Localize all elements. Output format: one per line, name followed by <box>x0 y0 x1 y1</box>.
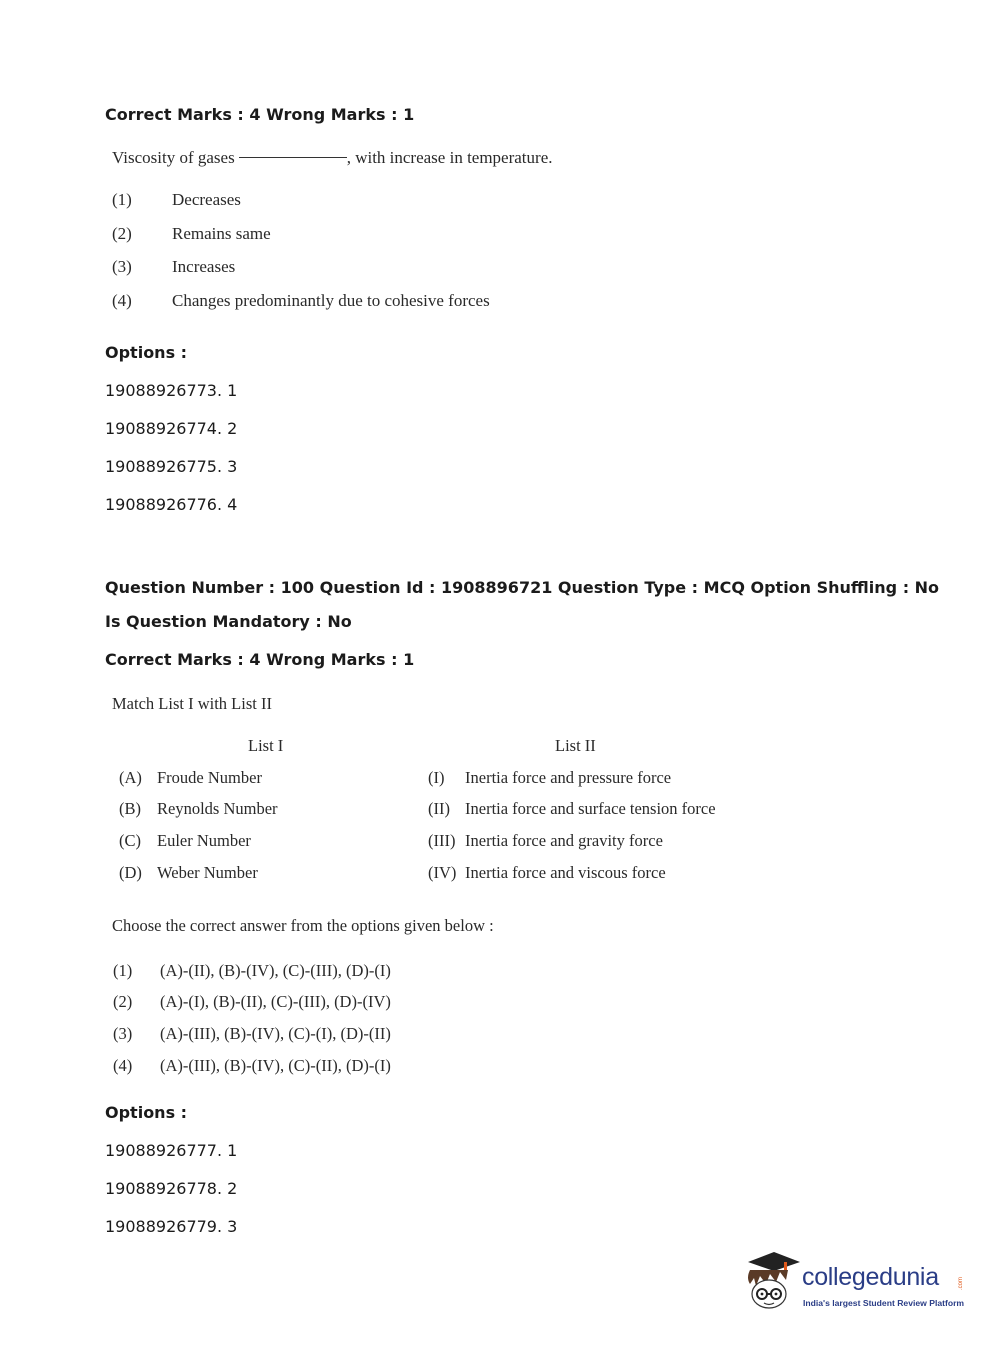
option-id: 19088926776. 4 <box>105 495 238 514</box>
choice-num: (4) <box>112 291 132 310</box>
logo-domain: .com <box>958 1276 964 1290</box>
q99-stem-start: Viscosity of gases <box>112 148 235 167</box>
q99-options-label: Options : <box>105 343 188 362</box>
choice-text: Changes predominantly due to cohesive forces <box>172 291 490 310</box>
choice-text: Decreases <box>172 190 241 209</box>
list1-text: Euler Number <box>157 831 251 850</box>
q100-options-label: Options : <box>105 1103 188 1122</box>
q99-choice <box>112 190 241 210</box>
q99-choice <box>112 291 490 311</box>
list1-key: (A) <box>119 768 142 787</box>
q100-header: Question Number : 100 Question Id : 1908896721 Question Type : MCQ Option Shuffling : No <box>105 578 940 597</box>
choose-instruction: Choose the correct answer from the options given below : <box>112 916 494 935</box>
list2-text: Inertia force and viscous force <box>465 863 666 882</box>
choice-num: (1) <box>112 190 132 209</box>
q100-stem: Match List I with List II <box>112 694 272 713</box>
option-id: 19088926778. 2 <box>105 1179 238 1198</box>
logo-wordmark: collegedunia <box>802 1263 939 1291</box>
list2-text: Inertia force and surface tension force <box>465 799 716 818</box>
list1-key: (B) <box>119 799 141 818</box>
list1-key: (C) <box>119 831 141 850</box>
choice-num: (4) <box>113 1056 133 1075</box>
logo-tagline: India's largest Student Review Platform <box>803 1298 965 1308</box>
q99-stem-end: , with increase in temperature. <box>346 148 553 167</box>
list1-text: Weber Number <box>157 863 258 882</box>
list1-text: Reynolds Number <box>157 799 278 818</box>
q99-stem <box>112 148 553 168</box>
choice-text: (A)-(II), (B)-(IV), (C)-(III), (D)-(I) <box>160 961 391 980</box>
option-id: 19088926775. 3 <box>105 457 238 476</box>
choice-text: Increases <box>172 257 236 276</box>
choice-num: (2) <box>113 992 133 1011</box>
list2-key: (II) <box>428 799 450 818</box>
q99-choice <box>112 224 271 244</box>
list2-text: Inertia force and pressure force <box>465 768 672 787</box>
choice-num: (3) <box>112 257 132 276</box>
list2-key: (I) <box>428 768 445 787</box>
option-id: 19088926779. 3 <box>105 1217 238 1236</box>
list2-key: (IV) <box>428 863 457 882</box>
option-id: 19088926773. 1 <box>105 381 238 400</box>
list1-text: Froude Number <box>157 768 262 787</box>
list2-title: List II <box>555 736 596 755</box>
option-id: 19088926774. 2 <box>105 419 238 438</box>
choice-text: (A)-(III), (B)-(IV), (C)-(I), (D)-(II) <box>160 1024 391 1043</box>
collegedunia-logo[interactable] <box>740 1248 970 1318</box>
mascot-icon <box>740 1248 802 1316</box>
q99-choice <box>112 257 236 277</box>
choice-text: (A)-(III), (B)-(IV), (C)-(II), (D)-(I) <box>160 1056 391 1075</box>
choice-text: (A)-(I), (B)-(II), (C)-(III), (D)-(IV) <box>160 992 391 1011</box>
list2-key: (III) <box>428 831 456 850</box>
q100-marks: Correct Marks : 4 Wrong Marks : 1 <box>105 650 415 669</box>
option-id: 19088926777. 1 <box>105 1141 238 1160</box>
list1-title: List I <box>248 736 284 755</box>
choice-num: (3) <box>113 1024 133 1043</box>
q100-mandatory: Is Question Mandatory : No <box>105 612 352 631</box>
choice-num: (2) <box>112 224 132 243</box>
choice-text: Remains same <box>172 224 271 243</box>
list1-key: (D) <box>119 863 142 882</box>
choice-num: (1) <box>113 961 133 980</box>
q99-marks: Correct Marks : 4 Wrong Marks : 1 <box>105 105 415 124</box>
list2-text: Inertia force and gravity force <box>465 831 663 850</box>
answer-blank <box>239 157 347 158</box>
